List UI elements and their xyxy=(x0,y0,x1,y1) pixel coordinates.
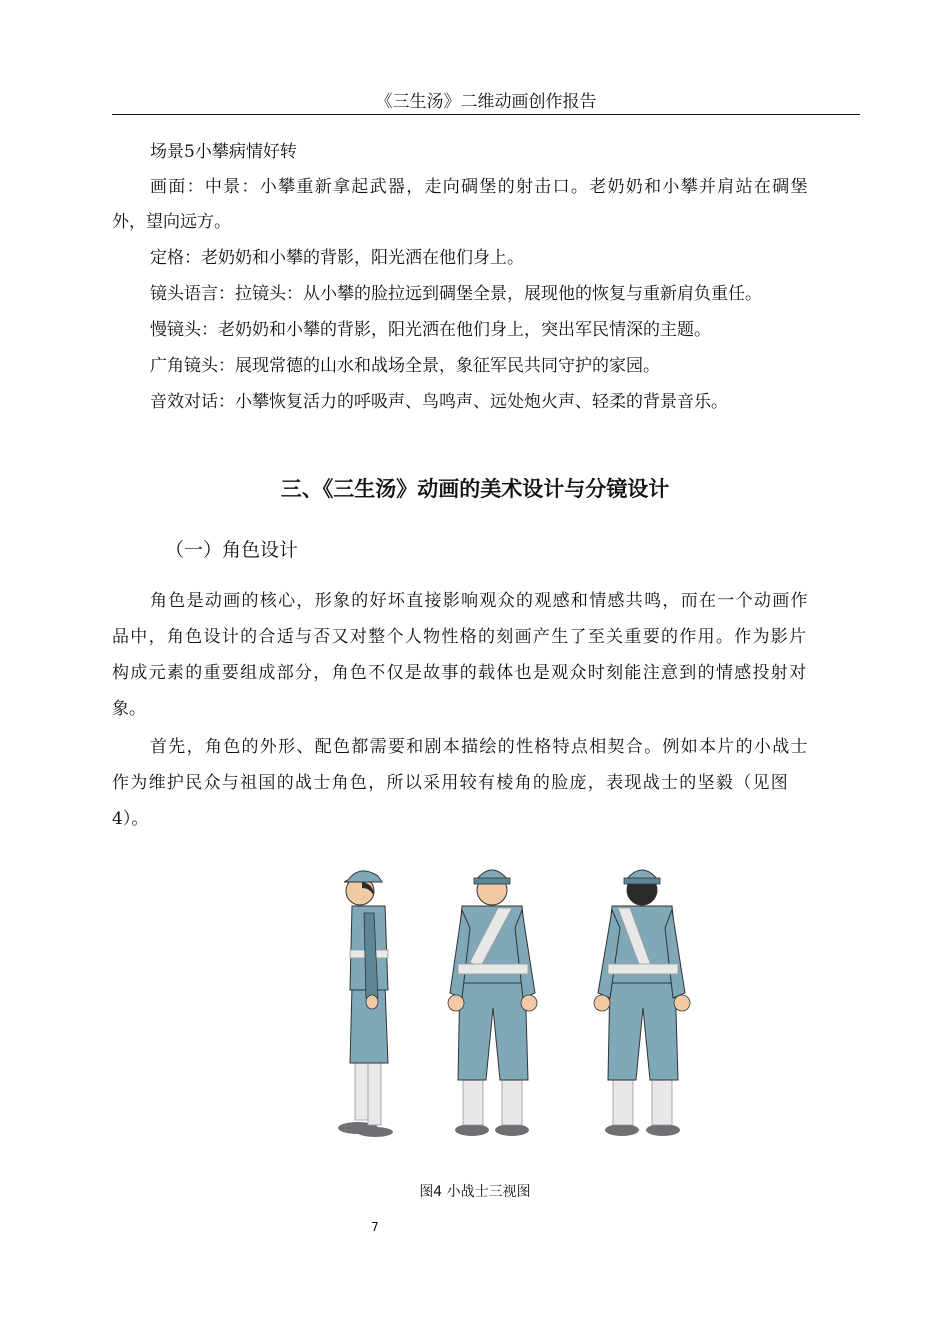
subsection-heading: （一）角色设计 xyxy=(165,539,299,561)
para1-line1: 角色是动画的核心，形象的好坏直接影响观众的观感和情感共鸣，而在一个动画作 xyxy=(150,591,809,611)
scene-lens-language: 镜头语言：拉镜头：从小攀的脸拉远到碉堡全景，展现他的恢复与重新肩负重任。 xyxy=(150,284,762,304)
soldier-back-view xyxy=(594,870,690,1136)
para2-line1: 首先，角色的外形、配色都需要和剧本描绘的性格特点相契合。例如本片的小战士 xyxy=(150,737,809,757)
figure-caption: 图4 小战士三视图 xyxy=(419,1184,531,1200)
scene-wide-angle: 广角镜头：展现常德的山水和战场全景，象征军民共同守护的家园。 xyxy=(150,356,660,376)
page-number: 7 xyxy=(371,1220,379,1234)
para1-line3: 构成元素的重要组成部分，角色不仅是故事的载体也是观众时刻能注意到的情感投射对 xyxy=(112,663,808,683)
scene-picture-line2: 外，望向远方。 xyxy=(112,212,231,232)
section-heading: 三、《三生汤》动画的美术设计与分镜设计 xyxy=(280,477,670,501)
scene-slow-motion: 慢镜头：老奶奶和小攀的背影，阳光洒在他们身上，突出军民情深的主题。 xyxy=(150,320,711,340)
para1-line2: 品中，角色设计的合适与否又对整个人物性格的刻画产生了至关重要的作用。作为影片 xyxy=(112,627,808,647)
scene-freeze: 定格：老奶奶和小攀的背影，阳光洒在他们身上。 xyxy=(150,248,524,268)
soldier-three-view-figure xyxy=(330,858,700,1143)
soldier-front-view xyxy=(448,870,537,1136)
scene-sound: 音效对话：小攀恢复活力的呼吸声、鸟鸣声、远处炮火声、轻柔的背景音乐。 xyxy=(150,392,728,412)
scene-picture-line1: 画面：中景：小攀重新拿起武器，走向碉堡的射击口。老奶奶和小攀并肩站在碉堡 xyxy=(150,177,809,197)
para2-line2: 作为维护民众与祖国的战士角色，所以采用较有棱角的脸庞，表现战士的坚毅（见图 xyxy=(112,773,790,793)
soldier-side-view xyxy=(338,871,393,1137)
para1-line4: 象。 xyxy=(112,699,146,719)
para2-line3: 4）。 xyxy=(112,809,149,829)
scene-title: 场景5小攀病情好转 xyxy=(150,142,297,162)
running-header: 《三生汤》二维动画创作报告 xyxy=(112,90,860,115)
